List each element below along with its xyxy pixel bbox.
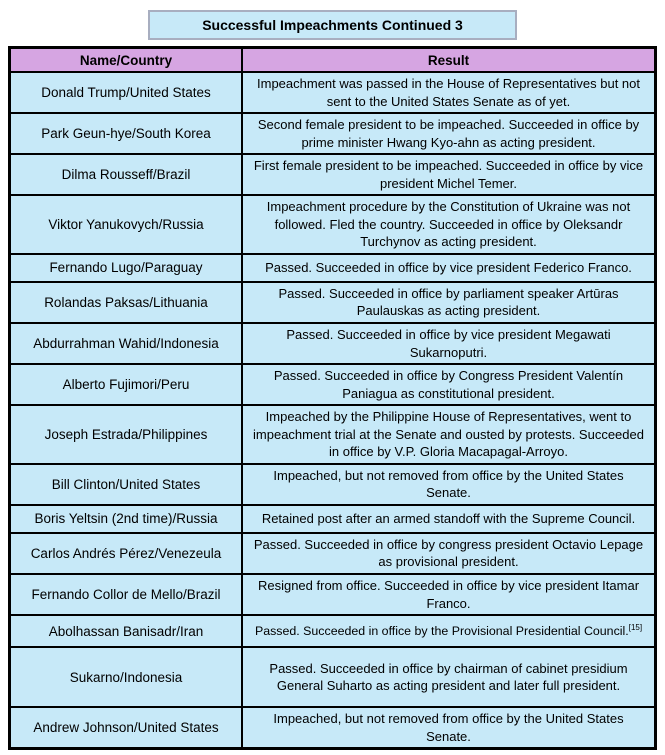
name-country-text: Fernando Lugo/Paraguay — [49, 260, 203, 276]
table-row — [10, 505, 656, 533]
result-cell — [242, 533, 656, 574]
table-row — [10, 113, 656, 154]
table-row — [10, 323, 656, 364]
name-country-text: Abdurrahman Wahid/Indonesia — [33, 336, 219, 352]
result-cell — [242, 364, 656, 405]
header-row — [10, 48, 656, 73]
name-country-text: Abolhassan Banisadr/Iran — [48, 623, 204, 639]
name-country-cell — [10, 464, 243, 505]
impeachments-table — [8, 46, 657, 750]
result-text: Passed. Succeeded in office by chairman of cabinet presidium General Suharto as acting president and later full president. — [269, 660, 628, 694]
result-text: Passed. Succeeded in office by Congress President Valentín Paniagua as constitutional president. — [273, 368, 624, 401]
name-country-cell — [10, 707, 243, 749]
name-country-cell — [10, 647, 243, 707]
result-cell — [242, 647, 656, 707]
result-cell — [242, 254, 656, 282]
name-country-cell — [10, 282, 243, 323]
result-text: Impeached, but not removed from office by the United States Senate. — [273, 467, 624, 501]
table-row — [10, 254, 656, 282]
name-country-text: Park Geun-hye/South Korea — [41, 126, 211, 142]
name-country-text: Viktor Yanukovych/Russia — [48, 217, 204, 233]
result-cell — [242, 113, 656, 154]
name-country-cell — [10, 615, 243, 647]
table-row — [10, 574, 656, 615]
name-country-cell — [10, 505, 243, 533]
result-cell — [242, 615, 656, 647]
name-country-text: Dilma Rousseff/Brazil — [61, 167, 191, 183]
table-row — [10, 533, 656, 574]
result-text: Impeachment procedure by the Constitution of Ukraine was not followed. Fled the country. Succeeded in office by Oleksandr Turchynov as acting president. — [266, 199, 631, 250]
name-country-cell — [10, 364, 243, 405]
name-country-text: Carlos Andrés Pérez/Venezeula — [30, 545, 222, 561]
result-text: Resigned from office. Succeeded in office by vice president Itamar Franco. — [257, 578, 640, 611]
title-box — [148, 10, 517, 40]
table-row — [10, 72, 656, 113]
result-cell — [242, 464, 656, 505]
name-country-text: Andrew Johnson/United States — [33, 720, 219, 736]
table-row — [10, 195, 656, 254]
name-country-cell — [10, 254, 243, 282]
result-cell — [242, 574, 656, 615]
table-row — [10, 364, 656, 405]
table-row — [10, 154, 656, 195]
name-country-cell — [10, 113, 243, 154]
name-country-text: Bill Clinton/United States — [51, 476, 201, 492]
name-country-cell — [10, 405, 243, 464]
name-country-text: Joseph Estrada/Philippines — [44, 427, 208, 443]
name-country-cell — [10, 195, 243, 254]
result-cell — [242, 154, 656, 195]
name-country-cell — [10, 154, 243, 195]
result-text: Passed. Succeeded in office by congress president Octavio Lepage as provisional president. — [253, 536, 644, 570]
result-text: Retained post after an armed standoff with the Supreme Council. — [261, 511, 636, 527]
name-country-cell — [10, 323, 243, 364]
result-text: Passed. Succeeded in office by vice president Megawati Sukarnoputri. — [286, 327, 611, 360]
name-country-text: Alberto Fujimori/Peru — [62, 377, 190, 393]
name-country-text: Rolandas Paksas/Lithuania — [44, 294, 208, 310]
table-row — [10, 464, 656, 505]
header-result: Result — [242, 48, 656, 73]
result-text: Passed. Succeeded in office by vice president Federico Franco. — [265, 260, 632, 276]
name-country-text: Sukarno/Indonesia — [69, 669, 183, 685]
result-text: Impeachment was passed in the House of Representatives but not sent to the United States Senate as of yet. — [257, 76, 640, 109]
result-cell — [242, 323, 656, 364]
page-title: Successful Impeachments Continued 3 — [202, 17, 463, 33]
result-text: Passed. Succeeded in office by parliament speaker Artūras Paulauskas as acting president. — [278, 285, 619, 319]
result-text: First female president to be impeached. Succeeded in office by vice president Michel Temer. — [253, 158, 644, 191]
result-text: Passed. Succeeded in office by the Provisional Presidential Council. — [254, 623, 629, 638]
table-row — [10, 405, 656, 464]
name-country-text: Fernando Collor de Mello/Brazil — [31, 587, 221, 603]
name-country-text: Donald Trump/United States — [41, 85, 211, 101]
result-cell — [242, 405, 656, 464]
result-cell — [242, 72, 656, 113]
result-text: Impeached, but not removed from office by the United States Senate. — [273, 711, 624, 744]
table-row — [10, 282, 656, 323]
table-row — [10, 647, 656, 707]
table-row — [10, 707, 656, 749]
result-cell — [242, 282, 656, 323]
result-cell — [242, 707, 656, 749]
name-country-cell — [10, 72, 243, 113]
result-cell — [242, 195, 656, 254]
name-country-text: Boris Yeltsin (2nd time)/Russia — [34, 511, 218, 527]
result-text: Impeached by the Philippine House of Representatives, went to impeachment trial at the Senate and ousted by protests. Succeeded in office by V.P. Gloria Macapagal-Arroyo. — [253, 409, 644, 460]
citation-ref: [15] — [628, 622, 643, 632]
table-row — [10, 615, 656, 647]
header-name-country: Name/Country — [10, 48, 243, 73]
name-country-cell — [10, 574, 243, 615]
result-text: Second female president to be impeached. Succeeded in office by prime minister Hwang Kyo-ahn as acting president. — [257, 117, 640, 150]
result-cell — [242, 505, 656, 533]
name-country-cell — [10, 533, 243, 574]
